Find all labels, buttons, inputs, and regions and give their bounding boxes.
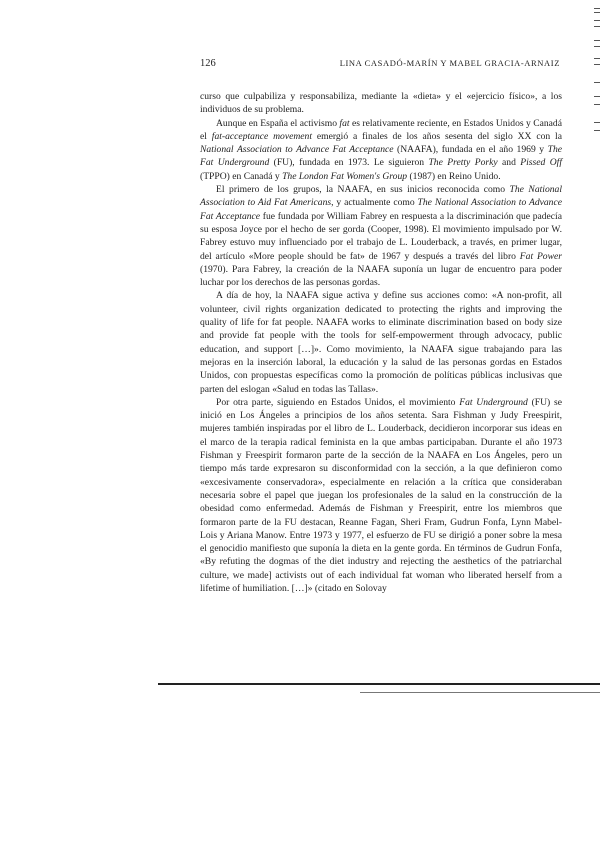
text-run: , y actualmente como xyxy=(331,197,418,209)
paragraph xyxy=(200,396,562,595)
text-run: (1987) en Reino Unido. xyxy=(407,170,501,182)
text-run: (1970). Para Fabrey, la creación de la NAAFA suponía un lugar de encuentro para poder luchar por los derechos de las personas gordas. xyxy=(200,263,562,289)
text-run: es relativamente reciente, en Estados Unidos y Canadá el xyxy=(200,117,562,142)
page-header xyxy=(200,58,560,72)
text-run: A día de hoy, la NAAFA sigue activa y define sus acciones como: «A non-profit, all volunteer, civil rights organization dedicated to protecting the rights and improving the quality of life for fat people. NAAFA works to eliminate discrimination based on body size and provide fat people with the tools for self-empowerment through advocacy, public education, and support […]». Como movimiento, la NAAFA sigue trabajando para las mejoras en la inserción laboral, la educación y la salud de las personas gordas en Estados Unidos, con propuestas específicas como la promoción de políticas públicas inclusivas que parten del eslogan «Salud en todas las Tallas». xyxy=(200,290,562,395)
text-run: (FU) se inició en Los Ángeles a principios de los años setenta. Sara Fishman y Judy Freespirit, mujeres también inspiradas por el libro de L. Louderback, decidieron incorporar sus ideas en el marco de la terapia radical feminista en la que ambas participaban. Durante el año 1973 Fishman y Freespirit formaron parte de la sección de la NAAFA en Los Ángeles, pero un tiempo más tarde expresaron su disconformidad con la sección, a la que definieron como «excesivamente conservadora», especialmente en relación a la crítica que consideraban necesaria sobre el papel que juegan los profesionales de la salud en la construcción de la obesidad como enfermedad. Además de Fishman y Freespirit, entre los miembros que formaron parte de la FU destacan, Reanne Fagan, Sheri Fram, Gudrun Fonfa, Lynn Mabel-Lois y Ariana Manow. Entre 1973 y 1977, el esfuerzo de FU se dirigió a poner sobre la mesa el genocidio manifiesto que suponía la dieta en la gente gorda. En términos de Gudrun Fonfa, «By refuting the dogmas of the diet industry and rejecting the aesthetics of the patriarchal culture, we made] activists out of each individual fat woman who liberated herself from a lifetime of humiliation. […]» (citado en Solovay xyxy=(200,396,562,594)
running-head: LINA CASADÓ-MARÍN Y MABEL GRACIA-ARNAIZ xyxy=(339,58,560,68)
paragraph xyxy=(200,90,562,117)
italic-run: fat xyxy=(339,117,350,129)
text-run: Aunque en España el activismo xyxy=(216,117,340,129)
text-run: and xyxy=(497,157,521,169)
italic-run: The National Association to Aid Fat Americans xyxy=(200,184,562,209)
scan-edge-marks xyxy=(592,0,600,150)
text-run: (TPPO) en Canadá y xyxy=(200,170,283,182)
italic-run: National Association to Advance Fat Acceptance xyxy=(200,144,394,156)
italic-run: Pissed Off xyxy=(520,157,562,169)
italic-run: The Fat Underground xyxy=(200,144,562,169)
italic-run: The London Fat Women's Group xyxy=(282,170,408,182)
paragraph xyxy=(200,183,562,289)
italic-run: fat-acceptance movement xyxy=(211,130,313,142)
paragraph xyxy=(200,117,562,183)
text-run: emergió a finales de los años sesenta del siglo XX con la xyxy=(312,130,562,142)
page-number: 126 xyxy=(200,58,216,69)
text-run: (FU), fundada en 1973. Le siguieron xyxy=(269,157,429,169)
italic-run: The National Association to Advance Fat Acceptance xyxy=(200,197,562,222)
text-run: (NAAFA), fundada en el año 1969 y xyxy=(393,144,548,156)
scan-rule-line-lower xyxy=(360,692,600,693)
text-run: curso que culpabiliza y responsabiliza, mediante la «dieta» y el «ejercicio físico», a los individuos de su problema. xyxy=(200,91,562,116)
italic-run: Fat Power xyxy=(519,250,562,262)
scan-rule-line xyxy=(158,683,600,685)
text-run: El primero de los grupos, la NAAFA, en sus inicios reconocida como xyxy=(216,184,510,196)
paragraph xyxy=(200,289,562,395)
body-text xyxy=(200,90,562,595)
text-run: fue fundada por William Fabrey en respuesta a la discriminación que padecía su esposa Joyce por el hecho de ser gorda (Cooper, 1998). El movimiento impulsado por W. Fabrey estuvo muy influenciado por el trabajo de L. Louderback, a través, en primer lugar, del artículo «More people should be fat» de 1967 y después a través del libro xyxy=(200,210,562,262)
italic-run: The Pretty Porky xyxy=(428,157,498,169)
text-run: Por otra parte, siguiendo en Estados Unidos, el movimiento xyxy=(216,396,460,408)
italic-run: Fat Underground xyxy=(459,396,528,408)
